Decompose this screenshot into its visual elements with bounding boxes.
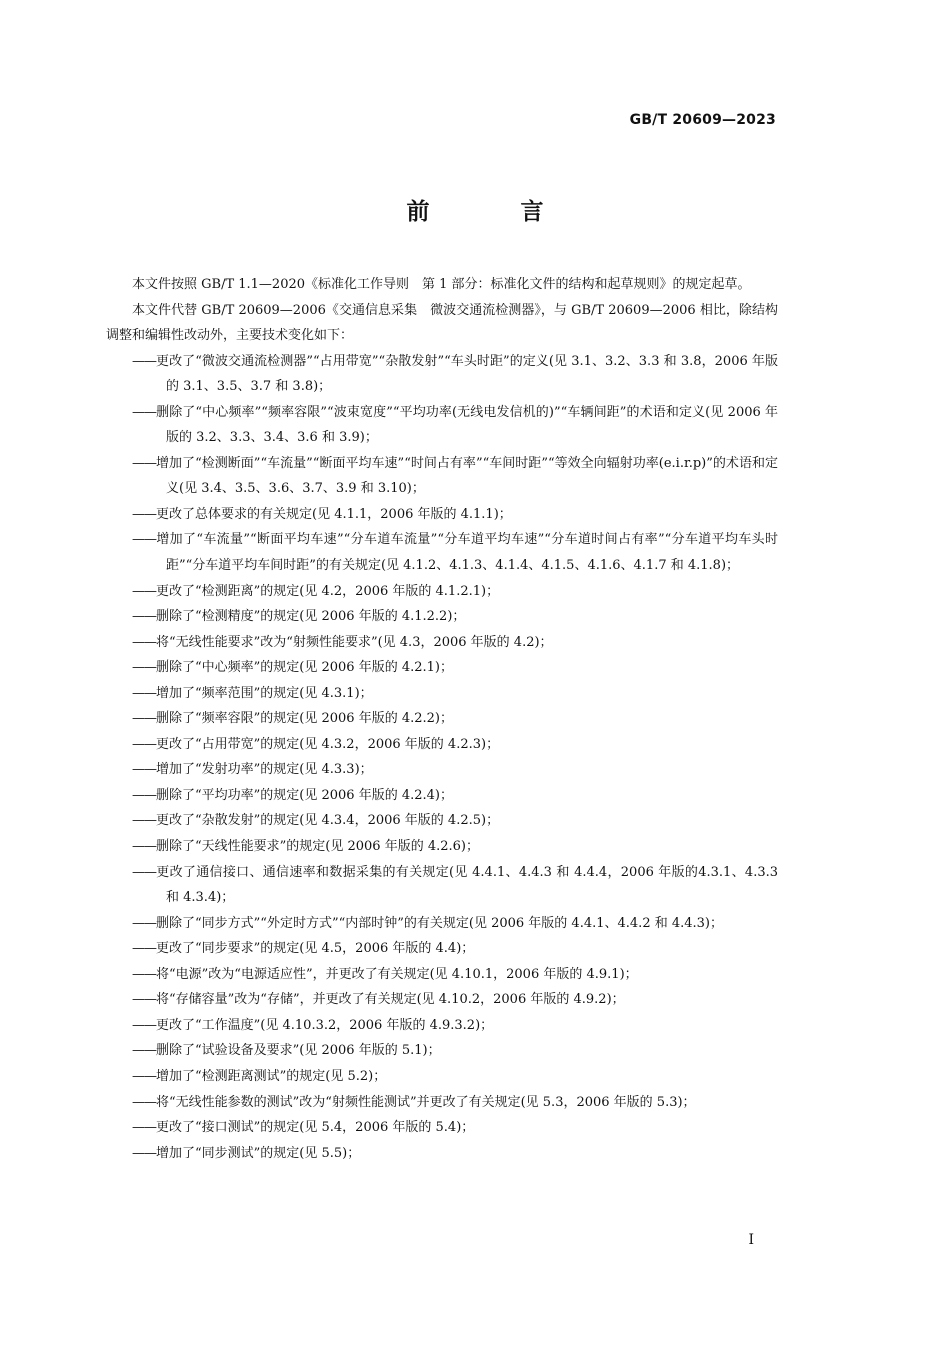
list-item	[106, 757, 778, 783]
list-dash: ——	[132, 353, 156, 369]
list-item-text: 删除了“平均功率”的规定(见 2006 年版的 4.2.4)；	[156, 787, 453, 803]
list-item	[106, 1090, 778, 1116]
technical-changes-list	[106, 349, 778, 1167]
list-item	[106, 1038, 778, 1064]
list-item	[106, 681, 778, 707]
list-item	[106, 630, 778, 656]
list-item-text: 删除了“试验设备及要求”(见 2006 年版的 5.1)；	[156, 1043, 441, 1059]
list-item	[106, 451, 778, 502]
list-item-text: 删除了“同步方式”“外定时方式”“内部时钟”的有关规定(见 2006 年版的 4.4.1、4.4.2 和 4.4.3)；	[156, 915, 723, 931]
list-dash: ——	[132, 992, 156, 1008]
list-dash: ——	[132, 941, 156, 957]
list-dash: ——	[132, 455, 156, 471]
list-item-text: 更改了“检测距离”的规定(见 4.2，2006 年版的 4.1.2.1)；	[156, 583, 500, 599]
list-item	[106, 911, 778, 937]
list-item-text: 删除了“天线性能要求”的规定(见 2006 年版的 4.2.6)；	[156, 839, 479, 855]
list-item	[106, 1013, 778, 1039]
list-item-text: 将“无线性能要求”改为“射频性能要求”(见 4.3，2006 年版的 4.2)；	[156, 634, 553, 650]
list-dash: ——	[132, 787, 156, 803]
list-dash: ——	[132, 915, 156, 931]
list-item-text: 增加了“同步测试”的规定(见 5.5)；	[156, 1145, 361, 1161]
list-item-text: 更改了通信接口、通信速率和数据采集的有关规定(见 4.4.1、4.4.3 和 4.4.4，2006 年版的4.3.1、4.3.3 和 4.3.4)；	[156, 864, 778, 906]
list-item-text: 更改了“接口测试”的规定(见 5.4，2006 年版的 5.4)；	[156, 1120, 475, 1136]
list-dash: ——	[132, 583, 156, 599]
list-dash: ——	[132, 966, 156, 982]
list-item	[106, 579, 778, 605]
list-item	[106, 706, 778, 732]
list-item	[106, 962, 778, 988]
paragraph-replacement-note: 本文件代替 GB/T 20609—2006《交通信息采集 微波交通流检测器》，与 GB/T 20609—2006 相比，除结构调整和编辑性改动外，主要技术变化如下：	[106, 302, 778, 344]
page-number: I	[748, 1232, 754, 1248]
list-item	[106, 604, 778, 630]
list-dash: ——	[132, 736, 156, 752]
foreword-body	[106, 272, 778, 1166]
standard-code: GB/T 20609—2023	[629, 112, 776, 128]
list-item	[106, 400, 778, 451]
list-dash: ——	[132, 762, 156, 778]
list-item-text: 增加了“车流量”“断面平均车速”“分车道车流量”“分车道平均车速”“分车道时间占有率”“分车道平均车头时距”“分车道平均车间时距”的有关规定(见 4.1.2、4.1.3、4.1.4、4.1.5、4.1.6、4.1.7 和 4.1.8)；	[156, 532, 778, 574]
list-item	[106, 808, 778, 834]
list-item-text: 增加了“频率范围”的规定(见 4.3.1)；	[156, 685, 373, 701]
list-item-text: 将“电源”改为“电源适应性”，并更改了有关规定(见 4.10.1，2006 年版的 4.9.1)；	[156, 966, 638, 982]
list-item	[106, 527, 778, 578]
list-item	[106, 502, 778, 528]
list-item-text: 更改了“占用带宽”的规定(见 4.3.2，2006 年版的 4.2.3)；	[156, 736, 500, 752]
list-dash: ——	[132, 1094, 156, 1110]
list-dash: ——	[132, 685, 156, 701]
list-dash: ——	[132, 532, 156, 548]
list-dash: ——	[132, 1068, 156, 1084]
list-dash: ——	[132, 864, 156, 880]
list-item-text: 更改了“微波交通流检测器”“占用带宽”“杂散发射”“车头时距”的定义(见 3.1、3.2、3.3 和 3.8，2006 年版的 3.1、3.5、3.7 和 3.8)；	[156, 353, 778, 395]
list-dash: ——	[132, 839, 156, 855]
list-item	[106, 349, 778, 400]
list-dash: ——	[132, 1120, 156, 1136]
list-item-text: 删除了“检测精度”的规定(见 2006 年版的 4.1.2.2)；	[156, 609, 466, 625]
list-item	[106, 732, 778, 758]
list-dash: ——	[132, 711, 156, 727]
list-dash: ——	[132, 506, 156, 522]
list-item-text: 删除了“中心频率”的规定(见 2006 年版的 4.2.1)；	[156, 660, 453, 676]
list-item-text: 将“存储容量”改为“存储”，并更改了有关规定(见 4.10.2，2006 年版的 4.9.2)；	[156, 992, 625, 1008]
list-dash: ——	[132, 1145, 156, 1161]
list-item-text: 更改了“同步要求”的规定(见 4.5，2006 年版的 4.4)；	[156, 941, 475, 957]
list-dash: ——	[132, 1043, 156, 1059]
list-item-text: 将“无线性能参数的测试”改为“射频性能测试”并更改了有关规定(见 5.3，2006 年版的 5.3)；	[156, 1094, 696, 1110]
list-item	[106, 1141, 778, 1167]
list-item-text: 更改了“工作温度”(见 4.10.3.2，2006 年版的 4.9.3.2)；	[156, 1017, 494, 1033]
paragraph-drafting-basis: 本文件按照 GB/T 1.1—2020《标准化工作导则 第 1 部分：标准化文件的结构和起草规则》的规定起草。	[132, 277, 751, 292]
list-item-text: 更改了总体要求的有关规定(见 4.1.1，2006 年版的 4.1.1)；	[156, 506, 512, 522]
list-item	[106, 655, 778, 681]
list-item	[106, 783, 778, 809]
list-item-text: 更改了“杂散发射”的规定(见 4.3.4，2006 年版的 4.2.5)；	[156, 813, 500, 829]
list-item	[106, 1064, 778, 1090]
list-item	[106, 987, 778, 1013]
list-item-text: 增加了“检测距离测试”的规定(见 5.2)；	[156, 1068, 387, 1084]
list-item-text: 增加了“发射功率”的规定(见 4.3.3)；	[156, 762, 373, 778]
list-item-text: 增加了“检测断面”“车流量”“断面平均车速”“时间占有率”“车间时距”“等效全向辐射功率(e.i.r.p)”的术语和定义(见 3.4、3.5、3.6、3.7、3.9 和 3.10)；	[156, 455, 778, 497]
list-dash: ——	[132, 813, 156, 829]
list-item	[106, 1115, 778, 1141]
list-item-text: 删除了“频率容限”的规定(见 2006 年版的 4.2.2)；	[156, 711, 453, 727]
list-item	[106, 936, 778, 962]
page-title: 前 言	[406, 199, 578, 225]
list-dash: ——	[132, 634, 156, 650]
list-item	[106, 834, 778, 860]
list-dash: ——	[132, 609, 156, 625]
list-item-text: 删除了“中心频率”“频率容限”“波束宽度”“平均功率(无线电发信机的)”“车辆间距”的术语和定义(见 2006 年版的 3.2、3.3、3.4、3.6 和 3.9)；	[156, 404, 778, 446]
list-dash: ——	[132, 404, 156, 420]
list-dash: ——	[132, 1017, 156, 1033]
list-dash: ——	[132, 660, 156, 676]
list-item	[106, 860, 778, 911]
